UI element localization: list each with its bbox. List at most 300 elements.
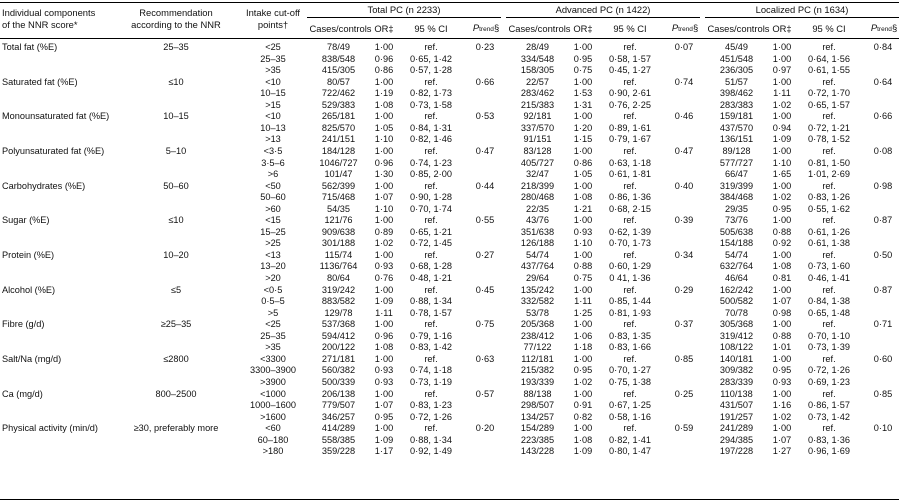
- confidence-interval-cell: 0·82, 1·41: [609, 434, 651, 445]
- odds-ratio-cell: 1·00: [772, 42, 792, 52]
- confidence-interval-cell: 0·84, 1·31: [410, 122, 452, 133]
- cases-controls-cell: 140/181: [719, 353, 754, 364]
- col-header-recommendation-line2: according to the NNR: [131, 19, 221, 30]
- cases-controls-cell: 283/462: [520, 88, 555, 99]
- p-trend-cell: 0·53: [475, 111, 495, 122]
- odds-ratio-cell: 1·00: [772, 388, 792, 399]
- confidence-interval-cell: 0·57, 1·28: [410, 65, 452, 76]
- cases-controls-cell: 51/57: [725, 76, 748, 87]
- col-header-cutoff-line1: Intake cut-off: [245, 7, 301, 18]
- confidence-interval-cell: 0·70, 1·73: [609, 238, 651, 249]
- cases-controls-cell: 351/638: [520, 226, 555, 237]
- odds-ratio-cell: 1·00: [573, 76, 593, 87]
- cases-controls-cell: 32/47: [526, 169, 549, 180]
- confidence-interval-cell: ref.: [424, 319, 438, 330]
- confidence-interval-cell: ref.: [424, 423, 438, 434]
- confidence-interval-cell: 0·72, 1·26: [808, 365, 850, 376]
- confidence-interval-cell: ref.: [424, 353, 438, 364]
- ptrend-p-letter: P: [870, 22, 878, 33]
- cases-controls-cell: 838/548: [321, 53, 356, 64]
- cutoff-value: >35: [265, 342, 281, 353]
- odds-ratio-cell: 1·00: [573, 249, 593, 260]
- component-label: Physical activity (min/d): [2, 423, 98, 434]
- col-header-components-line1: Individual components: [2, 7, 96, 18]
- odds-ratio-cell: 0·91: [573, 400, 593, 411]
- confidence-interval-cell: 0·68, 1·28: [410, 261, 452, 272]
- cutoff-value: <10: [265, 111, 281, 122]
- p-trend-cell: 0·29: [674, 284, 694, 295]
- col-header-ptrend-advanced: [668, 22, 702, 35]
- odds-ratio-cell: 1·19: [374, 88, 394, 99]
- cases-controls-cell: 909/638: [321, 226, 356, 237]
- confidence-interval-cell: ref.: [822, 215, 836, 226]
- odds-ratio-cell: 1·00: [573, 111, 593, 122]
- cases-controls-cell: 115/74: [324, 249, 353, 260]
- recommendation-value: 10–20: [163, 249, 189, 260]
- p-trend-cell: 0·10: [873, 423, 893, 434]
- cases-controls-cell: 136/151: [719, 134, 754, 145]
- cases-controls-cell: 54/74: [725, 249, 748, 260]
- cases-controls-cell: 500/582: [719, 296, 754, 307]
- cutoff-value: 50–60: [260, 192, 286, 203]
- cases-controls-cell: 384/468: [719, 192, 754, 203]
- p-trend-cell: 0·57: [475, 388, 495, 399]
- cutoff-value: >60: [265, 203, 281, 214]
- p-trend-cell: 0·85: [873, 388, 893, 399]
- confidence-interval-cell: 0·83, 1·23: [410, 400, 452, 411]
- confidence-interval-cell: 0·83, 1·42: [410, 342, 452, 353]
- cases-controls-cell: 319/399: [719, 180, 754, 191]
- recommendation-value: ≤10: [168, 76, 184, 87]
- cases-controls-cell: 505/638: [719, 226, 754, 237]
- odds-ratio-cell: 1·53: [573, 88, 593, 99]
- confidence-interval-cell: 0·72, 1·26: [410, 411, 452, 422]
- p-trend-cell: 0·08: [873, 145, 893, 156]
- confidence-interval-cell: ref.: [822, 111, 836, 122]
- recommendation-value: ≥30, preferably more: [133, 423, 219, 434]
- cases-controls-cell: 45/49: [725, 42, 748, 52]
- odds-ratio-cell: 1·00: [573, 180, 593, 191]
- cases-controls-cell: 77/122: [523, 342, 552, 353]
- component-label: Total fat (%E): [2, 42, 58, 52]
- cutoff-value: >5: [267, 307, 279, 318]
- odds-ratio-cell: 0·93: [374, 365, 394, 376]
- odds-ratio-cell: 1·09: [374, 296, 394, 307]
- component-label: Protein (%E): [2, 249, 55, 260]
- col-header-or-localized: OR‡: [772, 23, 792, 34]
- cases-controls-cell: 110/138: [720, 388, 753, 399]
- cutoff-value: <10: [265, 76, 281, 87]
- odds-ratio-cell: 1·10: [573, 238, 593, 249]
- cases-controls-cell: 193/339: [520, 376, 555, 387]
- odds-ratio-cell: 0·95: [573, 53, 593, 64]
- odds-ratio-cell: 0·93: [772, 376, 792, 387]
- cases-controls-cell: 500/339: [321, 376, 356, 387]
- cases-controls-cell: 415/305: [321, 65, 356, 76]
- cases-controls-cell: 1046/727: [319, 157, 358, 168]
- cutoff-value: 10–13: [260, 122, 286, 133]
- cases-controls-cell: 121/76: [324, 215, 353, 226]
- cases-controls-cell: 46/64: [725, 273, 748, 283]
- cases-controls-cell: 283/383: [719, 99, 754, 110]
- group-header-advanced: Advanced PC (n 1422): [555, 4, 651, 15]
- cutoff-value: >6: [267, 169, 279, 180]
- confidence-interval-cell: 0·73, 1·60: [808, 261, 850, 272]
- recommendation-value: ≤5: [170, 284, 182, 295]
- odds-ratio-cell: 1·15: [573, 134, 593, 145]
- odds-ratio-cell: 0·81: [772, 273, 792, 283]
- odds-ratio-cell: 0·93: [374, 376, 394, 387]
- cases-controls-cell: 265/181: [321, 111, 356, 122]
- confidence-interval-cell: ref.: [424, 145, 438, 156]
- p-trend-cell: 0·25: [674, 388, 694, 399]
- ptrend-p-letter: P: [671, 22, 679, 33]
- p-trend-cell: 0·45: [475, 284, 495, 295]
- cases-controls-cell: 162/242: [719, 284, 754, 295]
- cases-controls-cell: 54/74: [526, 249, 549, 260]
- odds-ratio-cell: 1·09: [772, 134, 792, 145]
- odds-ratio-cell: 1·02: [573, 376, 593, 387]
- p-trend-cell: 0·39: [674, 215, 694, 226]
- p-trend-cell: 0·27: [475, 249, 495, 260]
- cases-controls-cell: 205/368: [520, 319, 555, 330]
- confidence-interval-cell: 0·73, 1·58: [410, 99, 452, 110]
- confidence-interval-cell: 0·86, 1·36: [609, 192, 651, 203]
- cutoff-value: 10–15: [260, 88, 286, 99]
- cases-controls-cell: 283/339: [719, 376, 754, 387]
- confidence-interval-cell: ref.: [623, 423, 637, 434]
- odds-ratio-cell: 1·65: [772, 169, 792, 180]
- odds-ratio-cell: 1·00: [573, 423, 593, 434]
- odds-ratio-cell: 1·08: [573, 192, 593, 203]
- cutoff-value: <3·5: [263, 145, 283, 156]
- cases-controls-cell: 215/383: [520, 99, 555, 110]
- p-trend-cell: 0·84: [873, 42, 893, 52]
- confidence-interval-cell: 0·73, 1·39: [808, 342, 850, 353]
- confidence-interval-cell: ref.: [623, 111, 637, 122]
- cases-controls-cell: 223/385: [520, 434, 555, 445]
- odds-ratio-cell: 1·00: [573, 284, 593, 295]
- odds-ratio-cell: 0·95: [772, 203, 792, 214]
- recommendation-value: 5–10: [165, 145, 187, 156]
- p-trend-cell: 0·55: [475, 215, 495, 226]
- confidence-interval-cell: ref.: [623, 42, 637, 52]
- cases-controls-cell: 101/47: [324, 169, 353, 180]
- component-label: Ca (mg/d): [2, 388, 43, 399]
- odds-ratio-cell: 0·88: [573, 261, 593, 272]
- odds-ratio-cell: 0·95: [374, 411, 394, 422]
- cutoff-value: <1000: [260, 388, 286, 399]
- confidence-interval-cell: 0·60, 1·29: [609, 261, 651, 272]
- p-trend-cell: 0·23: [475, 42, 495, 52]
- confidence-interval-cell: 0·83, 1·66: [609, 342, 651, 353]
- component-label: Carbohydrates (%E): [2, 180, 86, 191]
- cutoff-value: <25: [265, 319, 281, 330]
- ptrend-subscript: trend: [678, 26, 693, 33]
- cases-controls-cell: 337/570: [520, 122, 555, 133]
- cases-controls-cell: 191/257: [719, 411, 754, 422]
- odds-ratio-cell: 1·31: [573, 99, 593, 110]
- odds-ratio-cell: 1·00: [374, 319, 394, 330]
- component-label: Fibre (g/d): [2, 319, 45, 330]
- recommendation-value: 50–60: [163, 180, 189, 191]
- confidence-interval-cell: ref.: [822, 319, 836, 330]
- confidence-interval-cell: 0·61, 1·81: [609, 169, 651, 180]
- odds-ratio-cell: 0·93: [374, 261, 394, 272]
- confidence-interval-cell: ref.: [424, 249, 438, 260]
- odds-ratio-cell: 1·07: [772, 434, 792, 445]
- cases-controls-cell: 91/151: [523, 134, 552, 145]
- cutoff-value: <15: [265, 215, 281, 226]
- odds-ratio-cell: 1·11: [773, 88, 791, 99]
- confidence-interval-cell: 0·74, 1·23: [410, 157, 452, 168]
- cases-controls-cell: 159/181: [719, 111, 754, 122]
- cases-controls-cell: 437/764: [520, 261, 555, 272]
- col-header-cutoff-line2: points†: [257, 19, 289, 30]
- odds-ratio-cell: 1·00: [374, 42, 394, 52]
- odds-ratio-cell: 1·05: [374, 122, 394, 133]
- odds-ratio-cell: 1·00: [374, 423, 394, 434]
- cases-controls-cell: 200/122: [321, 342, 356, 353]
- cutoff-value: 13–20: [260, 261, 286, 272]
- odds-ratio-cell: 1·17: [374, 446, 394, 457]
- confidence-interval-cell: ref.: [623, 249, 637, 260]
- odds-ratio-cell: 1·09: [573, 446, 593, 457]
- odds-ratio-cell: 1·00: [573, 388, 593, 399]
- confidence-interval-cell: ref.: [623, 353, 637, 364]
- confidence-interval-cell: 0·65, 1·48: [808, 307, 850, 318]
- cases-controls-cell: 53/78: [526, 307, 549, 318]
- odds-ratio-cell: 1·27: [772, 446, 792, 457]
- cutoff-value: <50: [265, 180, 281, 191]
- odds-ratio-cell: 1·11: [574, 296, 592, 307]
- cutoff-value: >13: [265, 134, 281, 145]
- confidence-interval-cell: 0·70, 1·74: [410, 203, 452, 214]
- confidence-interval-cell: 0·72, 1·70: [808, 88, 850, 99]
- odds-ratio-cell: 1·02: [772, 99, 792, 110]
- cases-controls-cell: 238/412: [520, 330, 555, 341]
- cases-controls-cell: 135/242: [520, 284, 555, 295]
- odds-ratio-cell: 0·88: [772, 226, 792, 237]
- odds-ratio-cell: 0·98: [772, 307, 792, 318]
- cases-controls-cell: 241/289: [719, 423, 754, 434]
- odds-ratio-cell: 0·92: [772, 238, 792, 249]
- confidence-interval-cell: 0·81, 1·50: [808, 157, 850, 168]
- cases-controls-cell: 215/382: [520, 365, 555, 376]
- confidence-interval-cell: 0·72, 1·21: [808, 122, 850, 133]
- confidence-interval-cell: 0·65, 1·42: [410, 53, 452, 64]
- confidence-interval-cell: 0·88, 1·34: [410, 296, 452, 307]
- p-trend-cell: 0·34: [674, 249, 694, 260]
- odds-ratio-cell: 1·00: [374, 145, 394, 156]
- cases-controls-cell: 154/188: [719, 238, 754, 249]
- p-trend-cell: 0·47: [674, 145, 694, 156]
- confidence-interval-cell: ref.: [623, 76, 637, 87]
- odds-ratio-cell: 1·00: [573, 319, 593, 330]
- cases-controls-cell: 437/570: [719, 122, 754, 133]
- recommendation-value: 10–15: [163, 111, 189, 122]
- confidence-interval-cell: ref.: [623, 284, 637, 295]
- recommendation-value: ≤10: [168, 215, 184, 226]
- cases-controls-cell: 197/228: [719, 446, 754, 457]
- confidence-interval-cell: ref.: [424, 111, 438, 122]
- confidence-interval-cell: 0·75, 1·38: [609, 376, 651, 387]
- component-label: Monounsaturated fat (%E): [2, 111, 110, 122]
- cases-controls-cell: 43/76: [526, 215, 549, 226]
- cases-controls-cell: 206/138: [321, 388, 356, 399]
- confidence-interval-cell: 0·92, 1·49: [410, 446, 452, 457]
- col-header-cases-localized: Cases/controls: [707, 23, 770, 34]
- odds-ratio-cell: 0·82: [573, 411, 593, 422]
- group-rule-total: [307, 17, 501, 18]
- confidence-interval-cell: 0·58, 1·57: [609, 53, 651, 64]
- cases-controls-cell: 158/305: [520, 65, 555, 76]
- confidence-interval-cell: 0·79, 1·67: [609, 134, 651, 145]
- odds-ratio-cell: 1·08: [573, 434, 593, 445]
- confidence-interval-cell: 0·70, 1·27: [609, 365, 651, 376]
- confidence-interval-cell: ref.: [424, 388, 438, 399]
- odds-ratio-cell: 1·10: [374, 203, 394, 214]
- odds-ratio-cell: 0·76: [374, 273, 394, 283]
- cutoff-value: 3·5–6: [261, 157, 285, 168]
- cases-controls-cell: 346/257: [321, 411, 356, 422]
- confidence-interval-cell: ref.: [424, 284, 438, 295]
- col-header-cases-total: Cases/controls: [309, 23, 372, 34]
- odds-ratio-cell: 1·10: [772, 157, 792, 168]
- confidence-interval-cell: 0·61, 1·26: [808, 226, 850, 237]
- cases-controls-cell: 332/582: [520, 296, 555, 307]
- cases-controls-cell: 537/368: [321, 319, 356, 330]
- confidence-interval-cell: ref.: [822, 249, 836, 260]
- component-label: Sugar (%E): [2, 215, 50, 226]
- odds-ratio-cell: 1·16: [772, 400, 792, 411]
- ptrend-subscript: trend: [877, 26, 892, 33]
- top-rule: [0, 2, 899, 3]
- confidence-interval-cell: 0·83, 1·26: [808, 192, 850, 203]
- odds-ratio-cell: 0·86: [374, 65, 394, 76]
- confidence-interval-cell: 0·85, 1·44: [609, 296, 651, 307]
- confidence-interval-cell: ref.: [822, 353, 836, 364]
- confidence-interval-cell: ref.: [424, 42, 438, 52]
- confidence-interval-cell: 0·48, 1·21: [410, 273, 452, 283]
- odds-ratio-cell: 1·00: [374, 215, 394, 226]
- confidence-interval-cell: 0·88, 1·34: [410, 434, 452, 445]
- cases-controls-cell: 108/122: [719, 342, 754, 353]
- odds-ratio-cell: 1·06: [573, 330, 593, 341]
- cutoff-value: >1600: [260, 411, 286, 422]
- confidence-interval-cell: 0·82, 1·46: [410, 134, 452, 145]
- confidence-interval-cell: 0·69, 1·23: [808, 376, 850, 387]
- confidence-interval-cell: 0·61, 1·38: [808, 238, 850, 249]
- odds-ratio-cell: 1·08: [374, 342, 394, 353]
- p-trend-cell: 0·87: [873, 284, 893, 295]
- col-header-or-total: OR‡: [374, 23, 394, 34]
- cases-controls-cell: 126/188: [520, 238, 555, 249]
- cases-controls-cell: 80/57: [327, 76, 350, 87]
- p-trend-cell: 0·63: [475, 353, 495, 364]
- odds-ratio-cell: 0·93: [573, 226, 593, 237]
- cases-controls-cell: 280/468: [520, 192, 555, 203]
- confidence-interval-cell: 0·78, 1·57: [410, 307, 452, 318]
- group-header-total: Total PC (n 2233): [367, 4, 441, 15]
- cases-controls-cell: 89/128: [722, 145, 751, 156]
- col-header-ptrend-localized: [867, 22, 899, 35]
- confidence-interval-cell: 1·01, 2·69: [808, 169, 850, 180]
- confidence-interval-cell: 0·73, 1·19: [410, 376, 452, 387]
- cases-controls-cell: 66/47: [725, 169, 748, 180]
- confidence-interval-cell: 0·65, 1·57: [808, 99, 850, 110]
- cases-controls-cell: 722/462: [321, 88, 356, 99]
- cases-controls-cell: 88/138: [523, 388, 552, 399]
- odds-ratio-cell: 0·96: [374, 157, 394, 168]
- confidence-interval-cell: 0·58, 1·16: [609, 411, 651, 422]
- p-trend-cell: 0·74: [674, 76, 694, 87]
- cutoff-value: <60: [265, 423, 281, 434]
- confidence-interval-cell: 0·64, 1·56: [808, 53, 850, 64]
- p-trend-cell: 0·37: [674, 319, 694, 330]
- odds-ratio-cell: 1·00: [772, 111, 792, 122]
- confidence-interval-cell: 0·83, 1·36: [808, 434, 850, 445]
- odds-ratio-cell: 1·08: [772, 261, 792, 272]
- p-trend-cell: 0·44: [475, 180, 495, 191]
- confidence-interval-cell: 0·45, 1·27: [609, 65, 651, 76]
- odds-ratio-cell: 1·00: [374, 111, 394, 122]
- confidence-interval-cell: 0·67, 1·25: [609, 400, 651, 411]
- confidence-interval-cell: 0·46, 1·41: [808, 273, 850, 283]
- odds-ratio-cell: 1·00: [772, 249, 792, 260]
- cases-controls-cell: 78/49: [327, 42, 350, 52]
- cases-controls-cell: 184/128: [321, 145, 356, 156]
- odds-ratio-cell: 1·00: [374, 284, 394, 295]
- confidence-interval-cell: 0·81, 1·93: [609, 307, 651, 318]
- cutoff-value: <0·5: [263, 284, 283, 295]
- cases-controls-cell: 558/385: [321, 434, 356, 445]
- cases-controls-cell: 29/64: [526, 273, 549, 283]
- component-label: Alcohol (%E): [2, 284, 56, 295]
- p-trend-cell: 0·46: [674, 111, 694, 122]
- cases-controls-cell: 305/368: [719, 319, 754, 330]
- confidence-interval-cell: ref.: [424, 215, 438, 226]
- confidence-interval-cell: ref.: [822, 423, 836, 434]
- odds-ratio-cell: 1·09: [374, 434, 394, 445]
- confidence-interval-cell: 0·90, 2·61: [609, 88, 651, 99]
- confidence-interval-cell: ref.: [822, 76, 836, 87]
- confidence-interval-cell: 0·70, 1·10: [808, 330, 850, 341]
- odds-ratio-cell: 1·00: [772, 353, 792, 364]
- confidence-interval-cell: ref.: [822, 284, 836, 295]
- confidence-interval-cell: ref.: [623, 145, 637, 156]
- odds-ratio-cell: 1·02: [772, 192, 792, 203]
- cutoff-value: 0·5–5: [261, 296, 285, 307]
- odds-ratio-cell: 1·00: [573, 353, 593, 364]
- odds-ratio-cell: 1·00: [772, 76, 792, 87]
- confidence-interval-cell: 0·61, 1·55: [808, 65, 850, 76]
- confidence-interval-cell: 0·85, 2·00: [410, 169, 452, 180]
- odds-ratio-cell: 1·00: [772, 319, 792, 330]
- cases-controls-cell: 80/64: [327, 273, 350, 283]
- cases-controls-cell: 1136/764: [319, 261, 358, 272]
- odds-ratio-cell: 0·95: [573, 365, 593, 376]
- odds-ratio-cell: 0·96: [374, 53, 394, 64]
- col-header-recommendation-line1: Recommendation: [139, 7, 213, 18]
- odds-ratio-cell: 1·00: [374, 353, 394, 364]
- cases-controls-cell: 154/289: [520, 423, 555, 434]
- odds-ratio-cell: 1·00: [374, 388, 394, 399]
- cutoff-value: 25–35: [260, 53, 286, 64]
- confidence-interval-cell: 0·80, 1·47: [609, 446, 651, 457]
- p-trend-cell: 0·98: [873, 180, 893, 191]
- confidence-interval-cell: 0·78, 1·52: [808, 134, 850, 145]
